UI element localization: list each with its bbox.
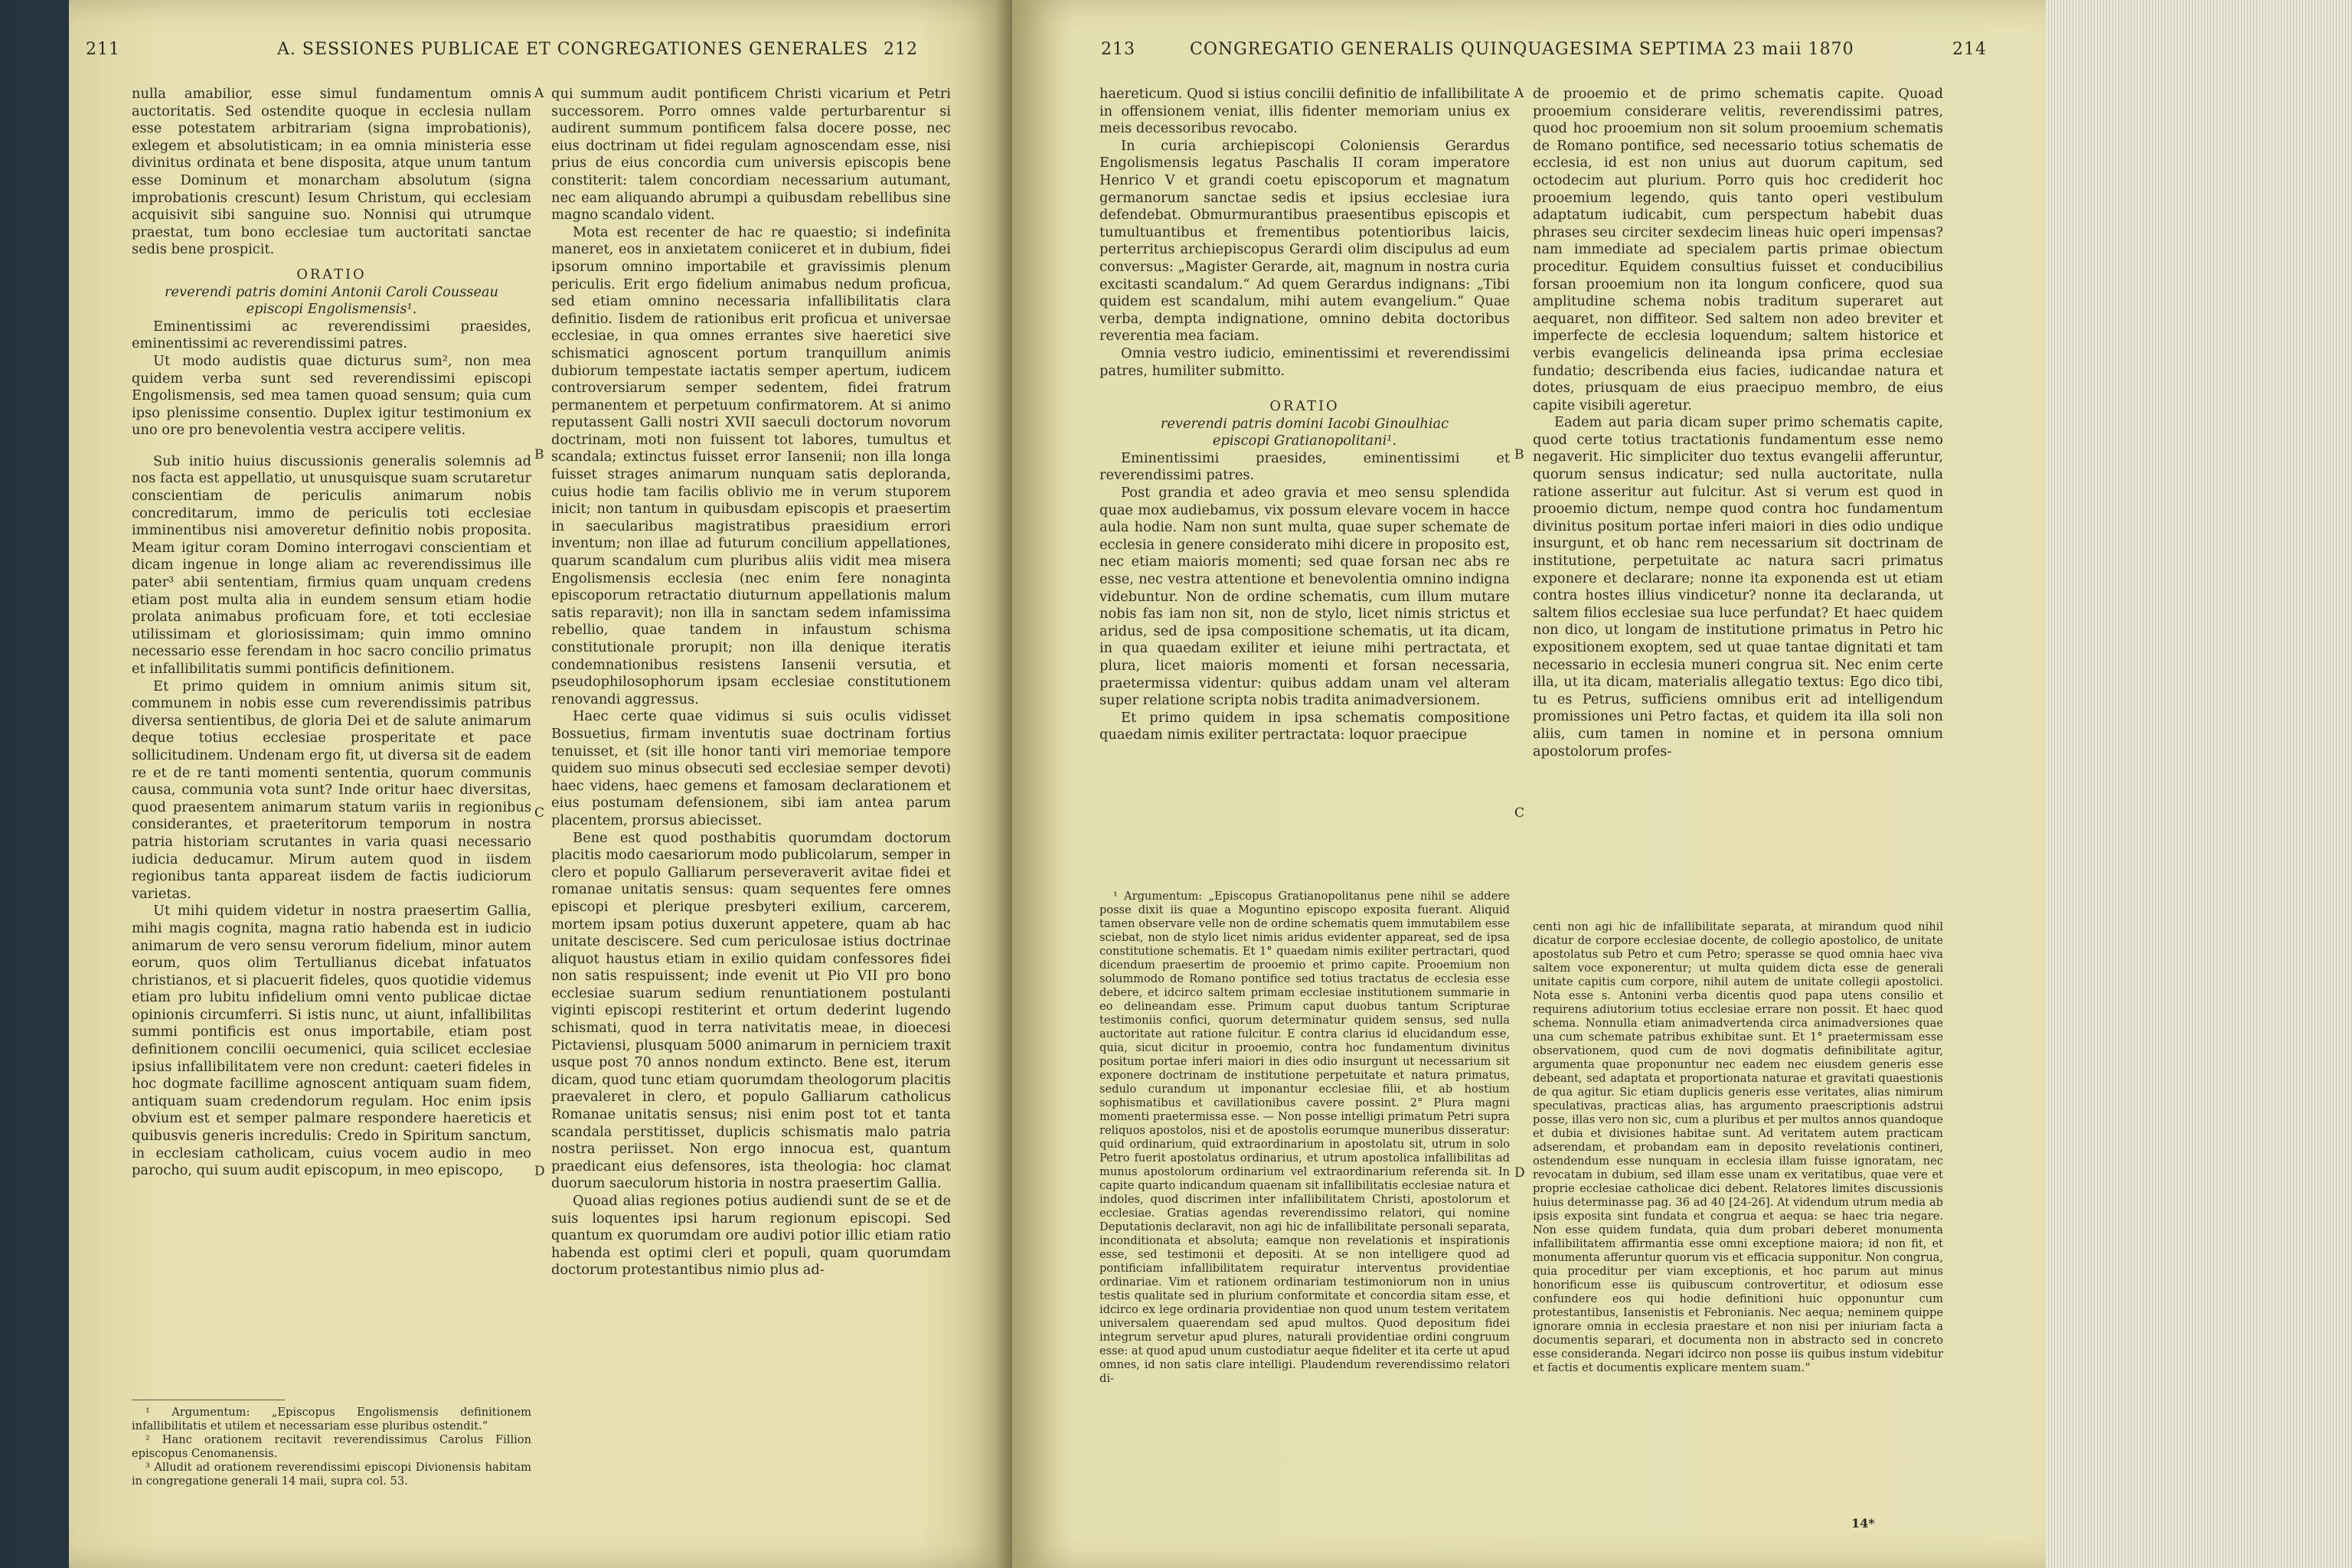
- paragraph: de prooemio et de primo schematis capite. Quoad prooemium considerare velitis, reverendissimi patres, quod hoc prooemium non sit solum prooemium schematis de Romano pontifice, sed necessario totius schematis de ecclesia, id est non unius aut duorum capitum, sed octodecim aut plurium. Porro quis hoc crediderit hoc prooemium legendo, quis tanto operi vestibulum adaptatum iudicabit, cum perspectum habebit duas phrases seu circiter sexdecim lineas huic operi impensas? nam immediate ad specialem partis primae obiectum proceditur. Equidem consultius fuisset et conducibilius forsan prooemium non ita longum conficere, quod sua amplitudine schema nobis traditum superaret aut aequaret, non diffiteor. Sed saltem non adeo breviter et imperfecte de ecclesia loquendum; saltem historice et verbis evangelicis delineanda ipsa prima ecclesiae fundatio; describenda eius facies, iudicandae natura et dotes, priusquam de eius praecipuo membro, de eius capite visibili ageretur.: [1533, 86, 1943, 413]
- oration-heading: ORATIO: [1269, 398, 1340, 415]
- page-number-212: 212: [884, 40, 918, 59]
- paragraph: Ut modo audistis quae dicturus sum², non mea quidem verba sunt sed reverendissimi episcopi Engolismensis, sed mea tamen quoad sensum; quia cum ipso plenissime consentio. Duplex igitur testimonium ex uno ore pro benevolentia vestra accipere velitis.: [132, 352, 531, 439]
- paragraph: Eadem aut paria dicam super primo schematis capite, quod certe totius tractationis fundamentum esse nemo negaverit. Hic simpliciter duo textus evangelii afferuntur, quorum sensus indicatur; sed nulla auctoritate, nulla ratione asseritur aut fulcitur. Ast si verum est quod in prooemio dictum, nempe quod contra hoc fundamentum divinitus positum portae inferi maiori in dies odio undique insurgunt, et ob hanc rem necessarium sit doctrinam de institutione, perpetuitate ac natura sacri primatus exponere et declarare; nonne ita exponenda est ut etiam contra hostes illius vindicetur? nonne ita declaranda, ut saltem filios ecclesiae sua luce perfundat? Et haec quidem non dico, ut longam de institutione primatus in Petro hic expositionem exoptem, sed ut quae tantae dignitati et tam necessario in ecclesia muneri congrua sit. Nec enim certe illa, ut ita dicam, materialis allegatio textus: Ego dico tibi, tu es Petrus, sufficiens omnibus erit ad intelligendum promissiones uni Petro factas, et quidem ita illa soli non aliis, cum tamen in nomine et in persona omnium apostolorum profes-: [1533, 414, 1943, 760]
- right-page-footnote-col1: [1099, 890, 1510, 1539]
- paragraph: Ut mihi quidem videtur in nostra praesertim Gallia, mihi magis cognita, magna ratio habenda est in iudicio animarum de vero sensu verorum fidelium, minor autem eorum, quos olim Tertullianus dicebat infatuatos christianos, et si placuerit fideles, quos quotidie videmus etiam pro lubitu infidelium omni vento publicae dictae opinionis circumferri. Si istis nunc, ut aiunt, infallibilitas summi pontificis est onus importabile, etiam post definitionem concilii oecumenici, quia scilicet ecclesiae ipsius infallibilitatem vere non credunt: caeteri fideles in hoc dogmate facillime agnoscent antiquam suam fidem, antiquam suam credendorum regulam. Hoc enim ipsis obvium est et semper palmare respondere haereticis et quibusvis generis incredulis: Credo in Spiritum sanctum, in ecclesiam catholicam, cuius vocem audio in meo parocho, qui suum audit episcopum, in meo episcopo,: [132, 903, 531, 1179]
- margin-marker-c: C: [534, 805, 545, 821]
- margin-marker-d: D: [534, 1164, 545, 1179]
- paragraph: qui summum audit pontificem Christi vicarium et Petri successorem. Porro omnes valde perturbarentur si audirent summum pontificem falsa docere posse, nec eius doctrinam ut fidei regulam agnoscendam esse, nisi prius de eius concordia cum universis episcopis bene constiterit: talem concordiam necessarium autumant, nec eam aliquando abrumpi a quibusdam rebellibus sine magno scandalo vident.: [551, 86, 951, 224]
- footnote: ¹ Argumentum: „Episcopus Gratianopolitanus pene nihil se addere posse dixit iis quae a Moguntino episcopo exposita fuerant. Aliquid tamen observare velle non de ordine schematis quem immutabilem esse sciebat, non de stylo licet nimis aridus evidenter appareat, sed de ipsa constitutione schematis. Et 1° quaedam nimis exiliter pertractari, quod dicendum praesertim de prooemio et primo capite. Prooemium non solummodo de Romano pontifice sed totius tractatus de ecclesia esse debere, et idcirco saltem primam ecclesiae institutionem summarie in eo delineandam esse. Primum caput duobus tantum Scripturae testimoniis confici, quorum determinatur quidem sensus, sed nulla auctoritate aut ratione fulcitur. E contra clarius id elucidandum esse, quia, sicut dicitur in prooemio, contra hoc fundamentum divinitus positum portae inferi maiori in dies odio insurgunt ut necessarium sit exponere doctrinam de institutione perpetuitate et natura primatus, sedulo curandum ut imponantur ecclesiae filii, et ab hostium sophismatibus et cavillationibus cavere possint. 2° Plura magni momenti praetermissa esse. — Non posse intelligi primatum Petri supra reliquos apostolos, nisi et de apostolis eorumque muneribus disseratur: quid ordinarium, quid extraordinarium in apostolatu sit, utrum in solo Petro fuerit apostolatus ordinarius, et utrum apostolica infallibilitas ad munus apostolorum ordinarium vel extraordinarium referenda sit. In capite quarto indicandum quaenam sit infallibilitatis ecclesiae natura et indoles, quod discrimen inter infallibilitatem Christi, apostolorum et ecclesiae. Gratias agendas reverendissimo relatori, qui nomine Deputationis declaravit, non agi hic de infallibilitate personali separata, inconditionata et absoluta; eamque non revelationis et inspirationis esse, sed testimonii et depositi. At se non intelligere quod ad pontificiam infallibilitatem requiratur interventus providentiae ordinariae. Vim et rationem ordinariam testimoniorum non in unius testis qualitate sed in plurium conformitate et concordia sitam esse, et idcirco ex lege ordinaria providentiae non quod unum testem veritatem universalem quaerendam sed apud multos. Quod depositum fidei integrum servetur apud plures, naturali providentiae ordini congruum esse: at quod apud unum custodiatur aeque fideliter et ita certe ut apud omnes, id non satis clare intelligi. Plaudendum reverendissimo relatori di-: [1099, 890, 1510, 1385]
- running-head-left: A. SESSIONES PUBLICAE ET CONGREGATIONES GENERALES: [277, 40, 869, 59]
- paragraph: Haec certe quae vidimus si suis oculis vidisset Bossuetius, firmam inventutis suae doctrinam fortius tenuisset, et (sit ille honor tanti viri memoriae tempore quidem suo minus obsecuti sed ecclesiae semper devoti) haec videns, haec gemens et famosam declarationem et eius postumam defensionem, sibi iam antea parum placentem, prorsus abiecisset.: [551, 708, 951, 828]
- paragraph: Sub initio huius discussionis generalis solemnis ad nos facta est appellatio, ut unusquisque suam scrutaretur conscientiam de periculis animarum nobis concreditarum, immo de periculis toti ecclesiae imminentibus nisi amoveretur definitio nobis proposita. Meam igitur coram Domino interrogavi conscientiam et dicam ingenue in longe aliam ac reverendissimus ille pater³ abii sententiam, firmius quam unquam credens etiam post multa alia in eundem sensum etiam hodie prolata animabus proficuam fore, et toti ecclesiae utilissimam et gloriosissimam; quin immo omnino necessario esse ferendam in hoc sacro concilio primatus et infallibilitatis summi pontificis definitionem.: [132, 452, 531, 677]
- left-page: [69, 0, 1012, 1568]
- paragraph: Quoad alias regiones potius audiendi sunt de se et de suis loquentes ipsi harum regionum episcopi. Sed quantum ex quorumdam ore audivi potior illic etiam ratio habenda est optimi cleri et populi, quam quorumdam doctorum protestantibus nimio plus ad-: [551, 1193, 951, 1279]
- margin-marker-b: B: [534, 447, 544, 462]
- orator-see: episcopi Gratianopolitani¹.: [1212, 433, 1397, 449]
- footnote: ³ Alludit ad orationem reverendissimi episcopi Divionensis habitam in congregatione generali 14 maii, supra col. 53.: [132, 1461, 531, 1488]
- margin-marker-a: A: [534, 86, 544, 101]
- margin-marker-d: D: [1514, 1165, 1525, 1181]
- page-edges: [2046, 0, 2352, 1568]
- right-page-column-1: [1099, 86, 1510, 876]
- right-page: [1012, 0, 2046, 1568]
- footnote: ² Hanc orationem recitavit reverendissimus Carolus Fillion episcopus Cenomanensis.: [132, 1433, 531, 1460]
- paragraph: Bene est quod posthabitis quorumdam doctorum placitis modo caesariorum modo publicolarum, semper in clero et populo Galliarum perseveraverit avitae fidei et romanae unitatis sensus: quam sequentes fere omnes episcopi et plerique presbyteri exilium, carcerem, mortem ipsam potius duxerunt appetere, quam ab hac unitate desciscere. Sed cum periculosae istius doctrinae aliquot haustus etiam in exilio quidam confessores fidei non satis respuissent; inde evenit ut Pio VII pro bono ecclesiae suarum sedium renuntiationem postulanti viginti episcopi restiterint et ortum dederint lugendo schismati, quod in terra nativitatis meae, in dioecesi Pictaviensi, plusquam 5000 animarum in perniciem traxit usque post 70 annos nondum extincto. Bene est, iterum dicam, quod tunc etiam quorumdam theologorum placitis praevaleret in clero, et populo Galliarum catholicus Romanae unitatis sensus; nisi enim post tot et tanta scandala perstitisset, duplicis schismatis malo patria nostra periisset. Non ergo innocua est, quantum praedicant eius defensores, ista theologia: hoc clamat duorum saeculorum historia in nostra praesertim Gallia.: [551, 829, 951, 1192]
- page-number-213: 213: [1101, 40, 1135, 59]
- paragraph: Et primo quidem in omnium animis situm sit, communem in nobis esse cum reverendissimis patribus diversa sentientibus, de gloria Dei et de salute animarum deque totius ecclesiae prosperitate et pace sollicitudinem. Undenam ergo fit, ut diversa sit de eadem re et de re tanti momenti sententia, quorum communis causa, communia vota sunt? Inde oritur haec diversitas, quod praesentem animarum statum variis in regionibus considerantes, et praeteritorum temporum in nostra patria historiam scrutantes in varia quasi necessario iudicia deducamur. Mirum autem quod in iisdem regionibus tanta appareat iisdem de factis iudiciorum varietas.: [132, 678, 531, 902]
- paragraph: Eminentissimi ac reverendissimi praesides, eminentissimi ac reverendissimi patres.: [132, 318, 531, 352]
- footnote: ¹ Argumentum: „Episcopus Engolismensis definitionem infallibilitatis et utilem et necessariam esse pluribus ostendit.“: [132, 1406, 531, 1432]
- paragraph: Mota est recenter de hac re quaestio; si indefinita maneret, eos in anxietatem coniiceret et in dubium, fidei ipsorum omnino importabile et gravissimis plenum periculis. Erit ergo fidelium animabus nedum proficua, sed etiam omnino necessaria infallibilitatis clara definitio. Iisdem de rationibus erit proficua et universae ecclesiae, in qua omnes errantes sive haeretici sive schismatici agnoscent portum tranquillum animis dubiorum tempestate iactatis semper apertum, iudicem controversiarum semper sedentem, fidei fratrum permanentem et perpetuum confirmatorem. At si animo reputassent Galli nostri XVII saeculi doctorum novorum doctrinam, moti non fuissent tot labores, tumultus et scandala; extinctus fuisset error Iansenii; non illa longa fuisset strages animarum nunquam satis deploranda, cuius hodie tam facilis oblivio me in verum stuporem inicit; non tantum in quibusdam episcopis et praesertim in saecularibus magistratibus praesidium errori inventum; non illae ad futurum concilium appellationes, quarum scandalum cum pluribus aliis vidit mea misera Engolismensis ecclesia (nec enim fere nonaginta episcoporum retractatio diuturnum appellationis malum satis reparavit); non illa in sanctam sedem infamissima rebellio, quae tandem in infaustum schisma constitutionale prorupit; non illa denique iteratis condemnationibus resistens Iansenii versutia, et pseudophilosophorum ipsam ecclesiae constitutionem renovandi aggressus.: [551, 224, 951, 707]
- page-number-214: 214: [1952, 40, 1987, 59]
- signature-mark: 14*: [1851, 1516, 1875, 1530]
- orator-name: reverendi patris domini Iacobi Ginoulhiac: [1160, 415, 1449, 432]
- orator-see: episcopi Engolismensis¹.: [246, 301, 417, 318]
- running-head-right: CONGREGATIO GENERALIS QUINQUAGESIMA SEPTIMA 23 maii 1870: [1190, 40, 1854, 59]
- oration-heading: ORATIO: [296, 266, 367, 283]
- paragraph: nulla amabilior, esse simul fundamentum omnis auctoritatis. Sed ostendite quoque in ecclesia nullam esse potestatem arbitrariam (signa improbationis), exlegem et absolutisticam; in ea omnia ministeria esse divinitus ordinata et bene disposita, atque unum tantum esse Dominum et monarcham absolutum (signa improbationis crescunt) Iesum Christum, qui ecclesiam acquisivit sibi sanguine suo. Nonnisi qui utrumque praestat, tum bono ecclesiae tum auctoritati sanctae sedis bene prospicit.: [132, 86, 531, 258]
- margin-marker-b: B: [1514, 447, 1524, 462]
- orator-name: reverendi patris domini Antonii Caroli Cousseau: [165, 283, 498, 300]
- right-page-column-2: [1533, 86, 1943, 906]
- paragraph: In curia archiepiscopi Coloniensis Gerardus Engolismensis legatus Paschalis II coram imperatore Henrico V et grandi coetu episcoporum et magnatum germanorum sanctae sedis et ipsius ecclesiae iura defendebat. Obmurmurantibus praesentibus episcopis et tumultuantibus et frementibus potentioribus laicis, perterritus archiepiscopus Gerardi olim discipulus ad eum conversus: „Magister Gerarde, ait, magnum in nostra curia excitasti scandalum.“ Ad quem Gerardus indignans: „Tibi quidem est scandalum, mihi autem evangelium.“ Quae verba, dempta indignatione, omnino debita doctoribus reverentia mea faciam.: [1099, 137, 1510, 345]
- right-page-footnote-col2: [1533, 920, 1943, 1513]
- margin-marker-c: C: [1514, 805, 1525, 821]
- paragraph: Et primo quidem in ipsa schematis compositione quaedam nimis exiliter pertractata: loquor praecipue: [1099, 709, 1510, 743]
- paragraph: haereticum. Quod si istius concilii definitio de infallibilitate in offensionem veniat, illis fidenter memoriam unius ex meis decessoribus revocabo.: [1099, 86, 1510, 137]
- left-page-column-1: [132, 86, 531, 1393]
- footnote: centi non agi hic de infallibilitate separata, at mirandum quod nihil dicatur de corpore ecclesiae docente, de collegio apostolico, de unitate apostolatus sub Petro et cum Petro; sperasse se quod omnia haec viva saltem voce exponerentur; ut multa quidem dicta esse de generali unitate capitis cum corpore, nihil autem de unitate collegii apostolici. Nota esse s. Antonini verba dicentis quod papa utens consilio et requirens adiutorium totius ecclesiae errare non possit. Et haec quod schema. Nonnulla etiam animadvertenda circa animadversiones quae una cum schemate patribus exhibitae sunt. Et 1° praetermissam esse observationem, quod cum de novi dogmatis definibilitate agitur, argumenta quae proponuntur nec eadem nec eiusdem generis esse debeant, sed adaptata et proportionata naturae et gravitati quaestionis de qua agitur. Sic etiam duplicis generis esse veritates, alias nimirum speculativas, practicas alias, has argumento praescriptionis adstrui posse, illas vero non sic, cum a pluribus et per multos annos quandoque et dubia et divisiones habitae sunt. Ad veritatem autem practicam adserendam, et probandam eam in deposito revelationis contineri, ostendendum esse nunquam in ecclesia illam fuisse ignoratam, nec revocatam in dubium, sed illam esse unam ex veritatibus, quae vere et proprie ecclesiae catholicae dici debent. Relatores limites discussionis huius determinasse pag. 36 ad 40 [24-26]. At videndum utrum media ab ipsis exposita sint fundata et congrua et aequa: se haec tria negare. Non esse quidem fundata, quia dum probari deberet monumenta infallibilitatem affirmantia esse omni exceptione maiora; id non fit, et monumenta afferuntur quorum vis et efficacia supponitur. Non congrua, quia proceditur per viam exceptionis, et hoc parum aut minus honorificum esse iis quibuscum controvertitur, et odiosum esse confundere eos qui hodie definitioni huic opponuntur cum protestantibus, Iansenistis et Febronianis. Nec aequa; neminem quippe ignorare omnia in ecclesia praestare et non nisi per iniuriam facta a documentis separari, et documenta non in abstracto sed in concreto esse consideranda. Negari idcirco non posse iis quibus instum videbitur et factis et documentis explicare mentem suam.“: [1533, 920, 1943, 1374]
- left-page-column-2: [551, 86, 951, 1539]
- paragraph: Eminentissimi praesides, eminentissimi et reverendissimi patres.: [1099, 449, 1510, 484]
- page-number-211: 211: [86, 40, 120, 59]
- margin-marker-a: A: [1514, 86, 1524, 101]
- paragraph: Omnia vestro iudicio, eminentissimi et reverendissimi patres, humiliter submitto.: [1099, 345, 1510, 379]
- paragraph: Post grandia et adeo gravia et meo sensu splendida quae mox audiebamus, vix possum elevare vocem in hacce aula hodie. Nam non sunt multa, quae super schemate de ecclesia in genere considerato mihi dicere in proposito est, nec etiam maioris momenti; sed quae forsan nec abs re esse, nec vestra attentione et benevolentia omnino indigna videbuntur. Non de ordine schematis, cum illum mutare nobis fas iam non sit, non de stylo, licet nimis strictus et aridus, sed de ipsa compositione schematis, ut ita dicam, in qua quaedam exiliter et ieiune mihi pertractata, et plura, licet maioris momenti et forsan necessaria, praetermissa videntur: quibus addam unam vel alteram super relatione scripta nobis tradita animadversionem.: [1099, 485, 1510, 709]
- left-page-footnotes: [132, 1406, 531, 1536]
